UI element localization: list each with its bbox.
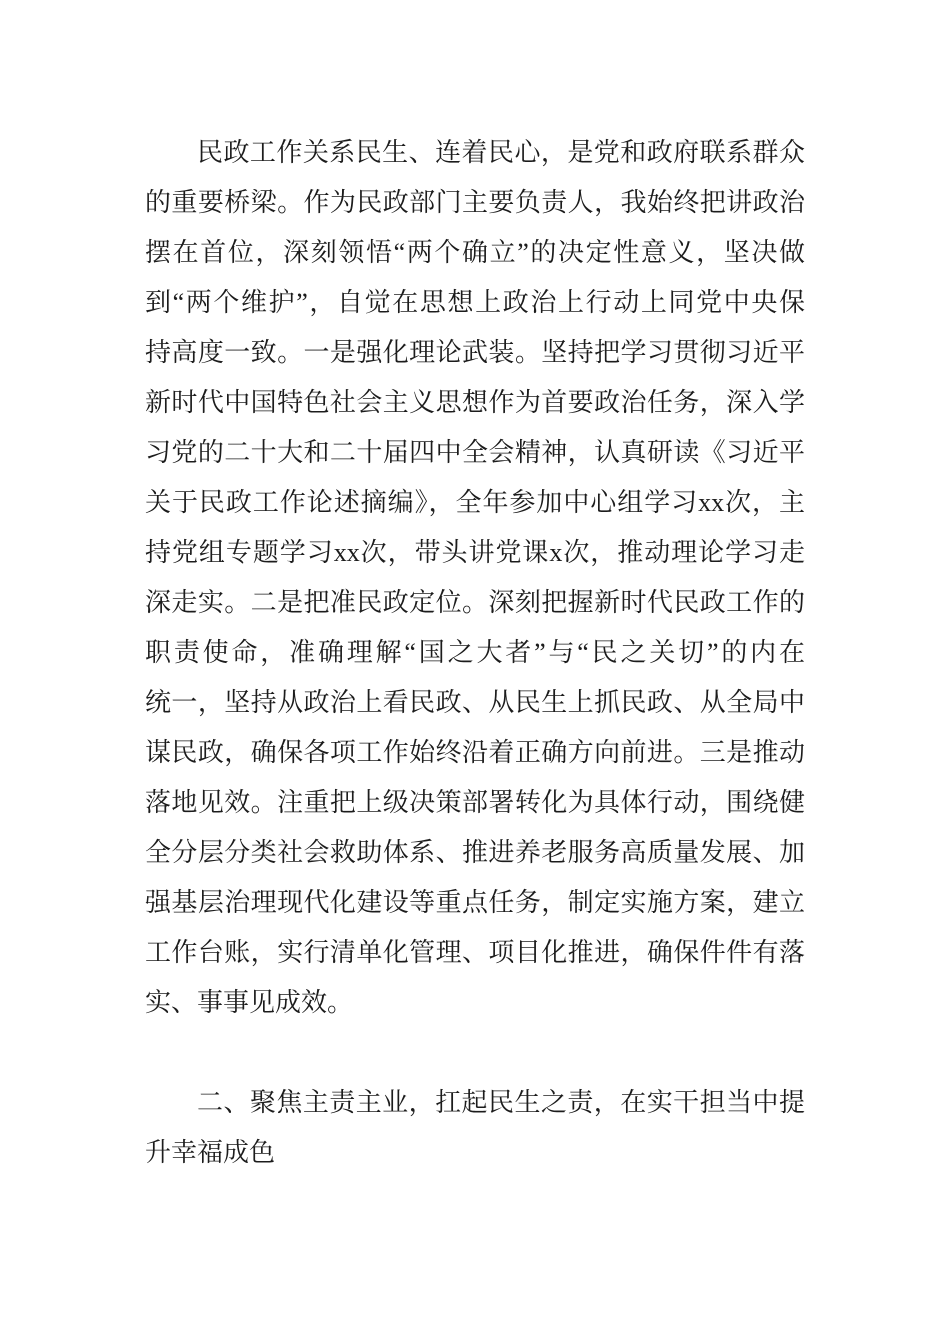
text-line: 统一，坚持从政治上看民政、从民生上抓民政、从全局中: [145, 688, 805, 717]
text-line: 落地见效。注重把上级决策部署转化为具体行动，围绕健: [145, 788, 805, 817]
text-line: 全分层分类社会救助体系、推进养老服务高质量发展、加: [145, 838, 805, 867]
text-line: 强基层治理现代化建设等重点任务，制定实施方案，建立: [145, 888, 805, 917]
text-line: 的重要桥梁。作为民政部门主要负责人，我始终把讲政治: [145, 188, 805, 217]
text-line: 到“两个维护”，自觉在思想上政治上行动上同党中央保: [145, 288, 805, 317]
text-line: 深走实。二是把准民政定位。深刻把握新时代民政工作的: [145, 588, 805, 617]
blank-line: [145, 1028, 805, 1078]
text-line: 持党组专题学习xx次，带头讲党课x次，推动理论学习走: [145, 538, 805, 567]
body-paragraph: [145, 128, 805, 1028]
text-line: 持高度一致。一是强化理论武装。坚持把学习贯彻习近平: [145, 338, 805, 367]
section-heading: [145, 1078, 805, 1178]
text-line: 实、事事见成效。: [145, 988, 354, 1017]
text-line: 二、聚焦主责主业，扛起民生之责，在实干担当中提: [197, 1088, 805, 1117]
text-line: 新时代中国特色社会主义思想作为首要政治任务，深入学: [145, 388, 805, 417]
text-line: 工作台账，实行清单化管理、项目化推进，确保件件有落: [145, 938, 805, 967]
text-line: 关于民政工作论述摘编》，全年参加中心组学习xx次，主: [145, 488, 805, 517]
text-line: 升幸福成色: [145, 1138, 276, 1167]
text-line: 摆在首位，深刻领悟“两个确立”的决定性意义，坚决做: [145, 238, 805, 267]
text-line: 谋民政，确保各项工作始终沿着正确方向前进。三是推动: [145, 738, 805, 767]
text-line: 习党的二十大和二十届四中全会精神，认真研读《习近平: [145, 438, 805, 467]
text-block: [145, 128, 805, 1178]
text-line: 职责使命，准确理解“国之大者”与“民之关切”的内在: [145, 638, 805, 667]
text-line: 民政工作关系民生、连着民心，是党和政府联系群众: [197, 138, 805, 167]
